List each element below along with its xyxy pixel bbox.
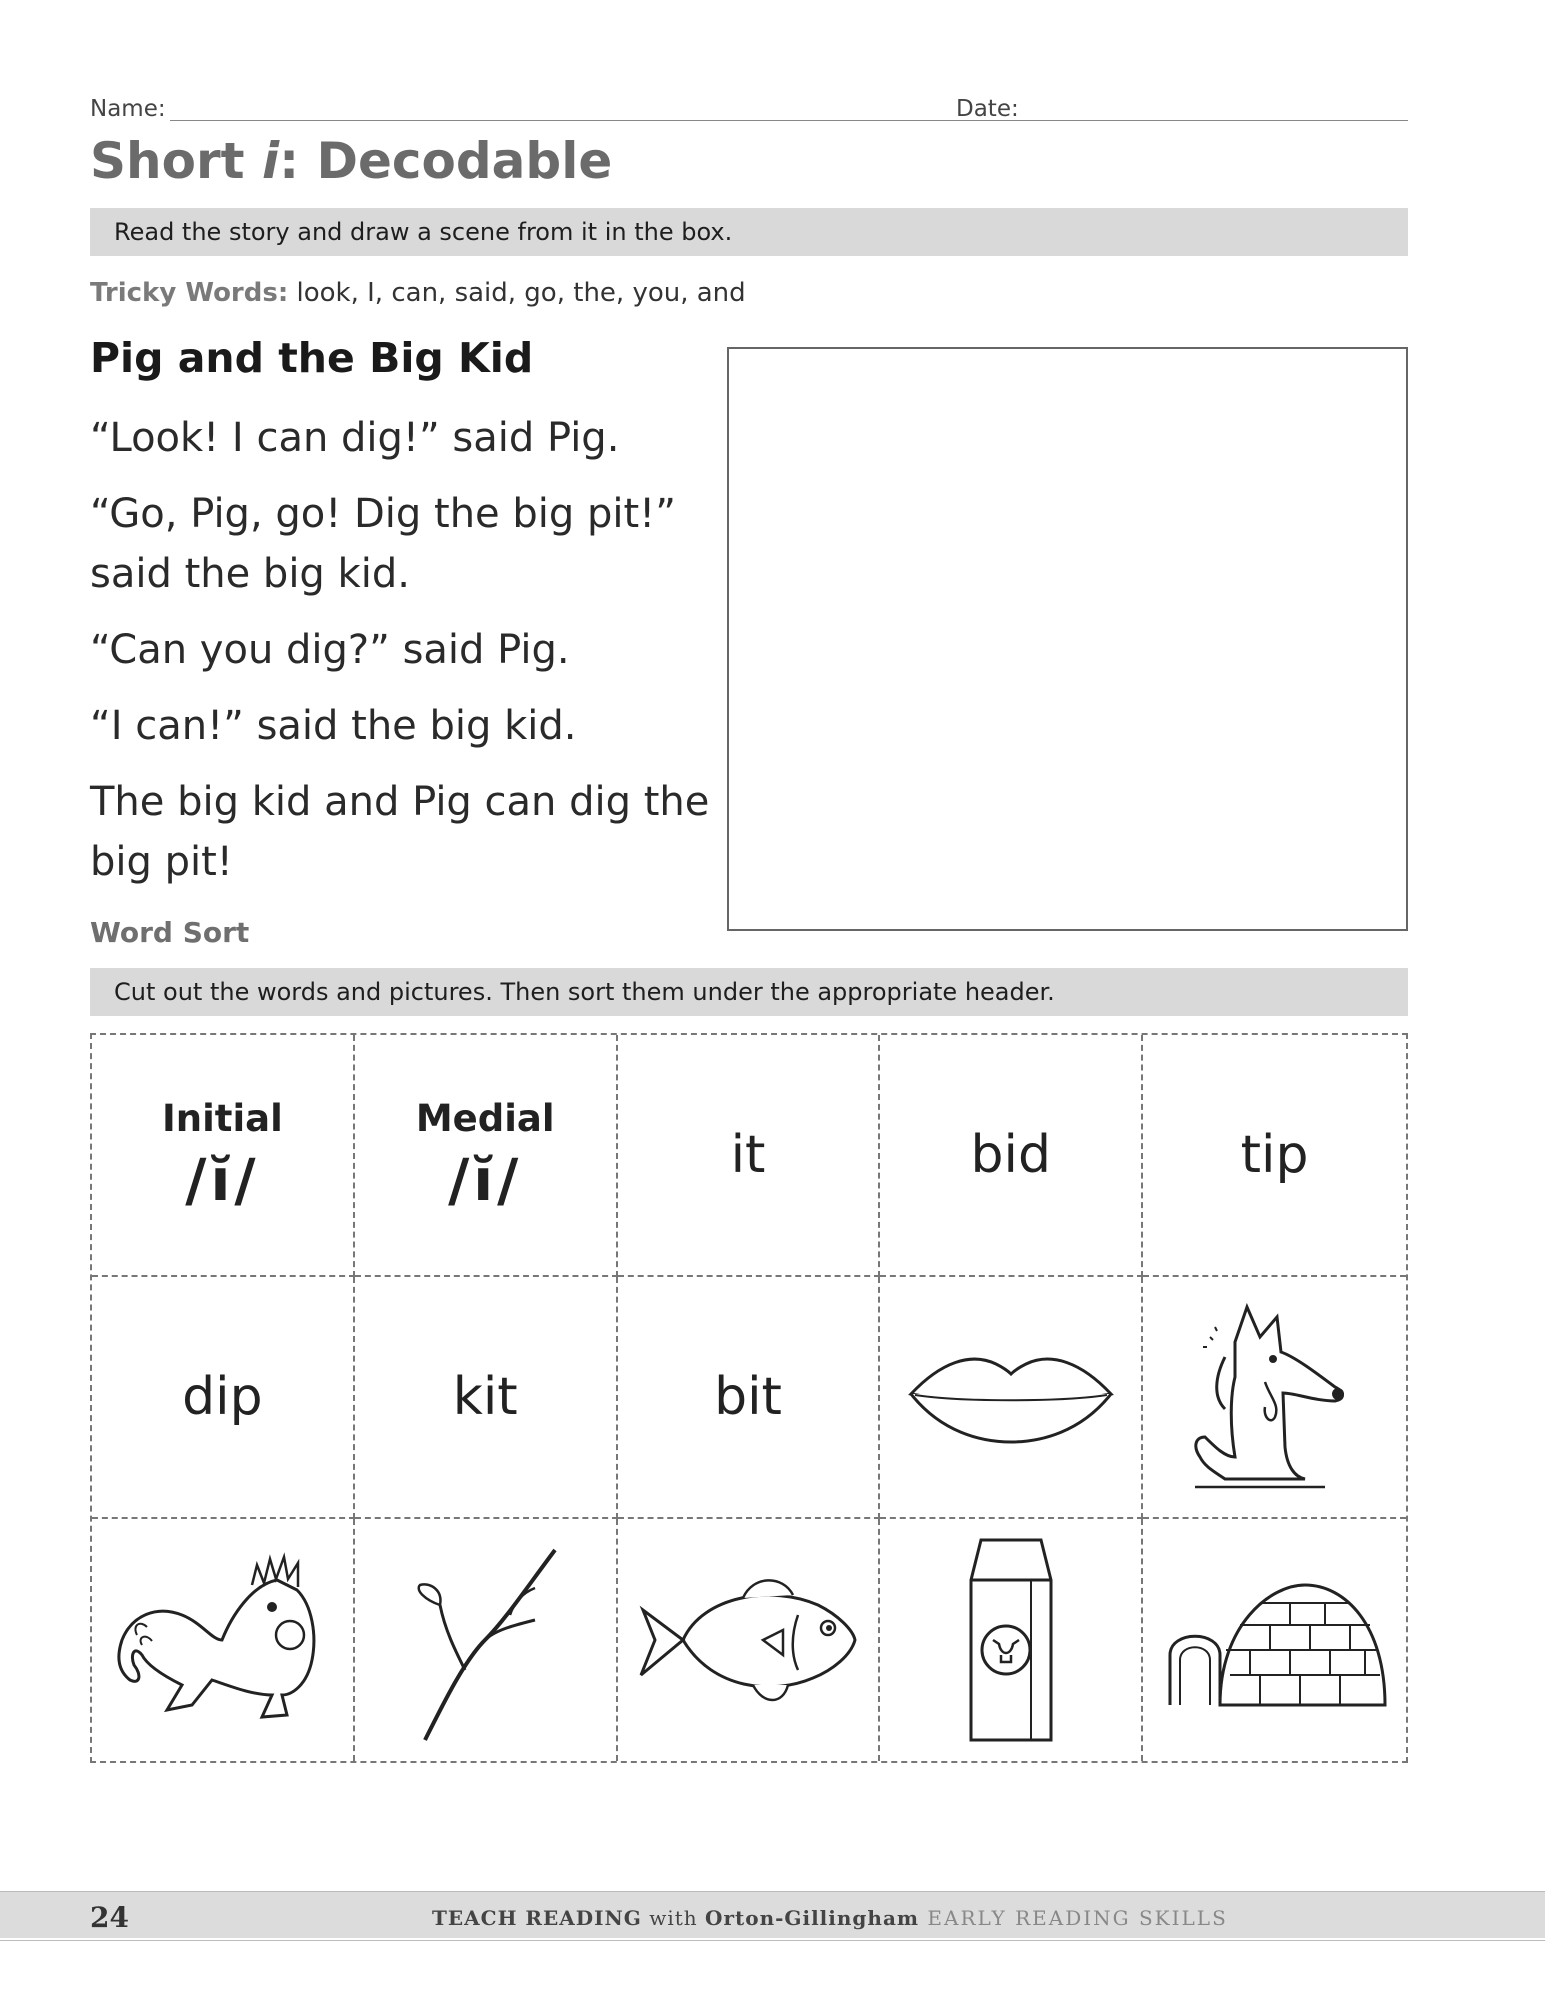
story-line: “Go, Pig, go! Dig the big pit!” said the big kid. bbox=[90, 491, 676, 597]
word-label: kit bbox=[452, 1367, 518, 1427]
dog-scratching-icon bbox=[1175, 1297, 1375, 1497]
page-title: Short i: Decodable bbox=[90, 132, 613, 190]
story-instruction-bar bbox=[90, 208, 1408, 256]
story-line: “Can you dig?” said Pig. bbox=[90, 627, 570, 673]
milk-carton-icon bbox=[951, 1530, 1071, 1750]
word-label: bit bbox=[714, 1367, 782, 1427]
page-number: 24 bbox=[90, 1901, 129, 1934]
lips-icon bbox=[901, 1342, 1121, 1452]
story-instruction: Read the story and draw a scene from it in the box. bbox=[114, 218, 733, 246]
name-field[interactable] bbox=[170, 120, 1030, 121]
date-field[interactable] bbox=[1022, 120, 1408, 121]
picture-card-lips[interactable] bbox=[880, 1277, 1143, 1519]
fish-icon bbox=[633, 1560, 863, 1720]
word-label: bid bbox=[970, 1125, 1052, 1185]
header-label: Medial bbox=[415, 1096, 555, 1140]
date-label: Date: bbox=[956, 96, 1019, 122]
story-line: “I can!” said the big kid. bbox=[90, 703, 577, 749]
sort-instruction: Cut out the words and pictures. Then sort them under the appropriate header. bbox=[114, 978, 1055, 1006]
word-card[interactable] bbox=[92, 1277, 355, 1519]
word-card[interactable] bbox=[880, 1035, 1143, 1277]
story-text bbox=[90, 408, 730, 908]
tricky-words-label: Tricky Words: bbox=[90, 278, 289, 308]
iguana-icon bbox=[112, 1545, 332, 1735]
word-label: it bbox=[730, 1125, 766, 1185]
footer-rule-bottom bbox=[0, 1940, 1545, 1941]
word-label: dip bbox=[182, 1367, 263, 1427]
story-title: Pig and the Big Kid bbox=[90, 334, 534, 382]
igloo-icon bbox=[1160, 1555, 1390, 1725]
header-sound: /ĭ/ bbox=[448, 1145, 523, 1214]
sort-instruction-bar bbox=[90, 968, 1408, 1016]
name-label: Name: bbox=[90, 96, 166, 122]
word-sort-grid bbox=[90, 1033, 1408, 1763]
picture-card-iguana[interactable] bbox=[92, 1519, 355, 1761]
word-card[interactable] bbox=[618, 1035, 881, 1277]
tricky-words bbox=[90, 278, 746, 308]
word-card[interactable] bbox=[1143, 1035, 1406, 1277]
picture-card-twig[interactable] bbox=[355, 1519, 618, 1761]
story-line: The big kid and Pig can dig the big pit! bbox=[90, 779, 710, 885]
picture-card-dog[interactable] bbox=[1143, 1277, 1406, 1519]
picture-card-fish[interactable] bbox=[618, 1519, 881, 1761]
picture-card-igloo[interactable] bbox=[1143, 1519, 1406, 1761]
drawing-box[interactable] bbox=[727, 347, 1408, 931]
word-card[interactable] bbox=[618, 1277, 881, 1519]
tricky-words-list: look, I, can, said, go, the, you, and bbox=[296, 278, 746, 308]
header-card-initial[interactable] bbox=[92, 1035, 355, 1277]
twig-icon bbox=[385, 1530, 585, 1750]
word-card[interactable] bbox=[355, 1277, 618, 1519]
name-date-row bbox=[90, 92, 1408, 132]
picture-card-milk[interactable] bbox=[880, 1519, 1143, 1761]
book-title: TEACH READING with Orton-Gillingham EARLY READING SKILLS bbox=[432, 1906, 1228, 1930]
header-label: Initial bbox=[161, 1096, 283, 1140]
header-sound: /ĭ/ bbox=[185, 1145, 260, 1214]
story-line: “Look! I can dig!” said Pig. bbox=[90, 415, 620, 461]
header-card-medial[interactable] bbox=[355, 1035, 618, 1277]
word-label: tip bbox=[1240, 1125, 1309, 1185]
word-sort-title: Word Sort bbox=[90, 916, 250, 949]
